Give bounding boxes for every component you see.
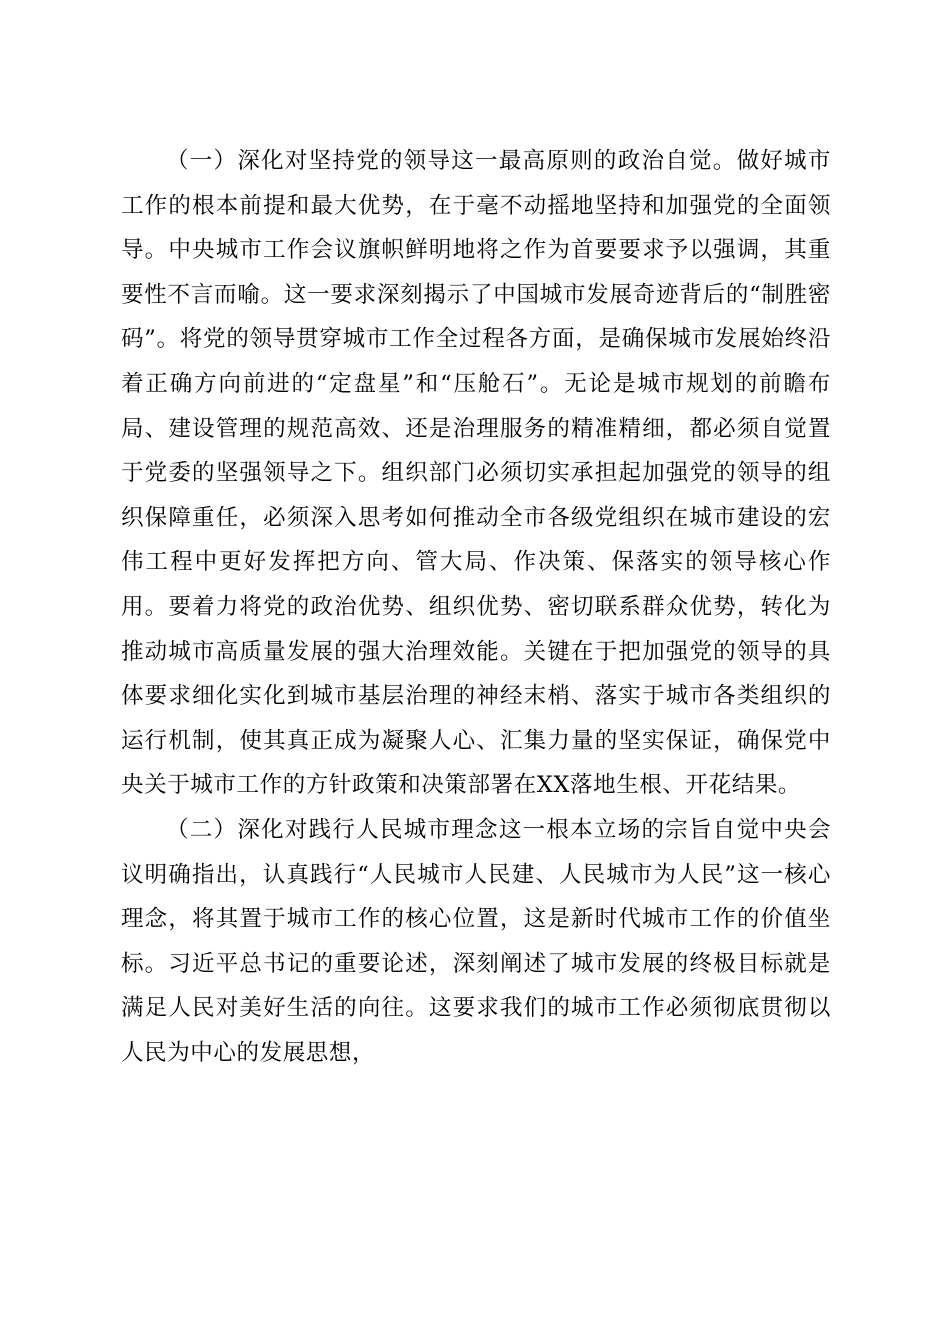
document-body	[121, 139, 831, 1075]
paragraph-2: （二）深化对践行人民城市理念这一根本立场的宗旨自觉中央会议明确指出，认真践行“人民城市人民建、人民城市为人民”这一核心理念，将其置于城市工作的核心位置，这是新时代城市工作的价值坐标。习近平总书记的重要论述，深刻阐述了城市发展的终极目标就是满足人民对美好生活的向往。这要求我们的城市工作必须彻底贯彻以人民为中心的发展思想，	[121, 816, 831, 1066]
paragraph-1: （一）深化对坚持党的领导这一最高原则的政治自觉。做好城市工作的根本前提和最大优势，在于毫不动摇地坚持和加强党的全面领导。中央城市工作会议旗帜鲜明地将之作为首要要求予以强调，其重要性不言而喻。这一要求深刻揭示了中国城市发展奇迹背后的“制胜密码”。将党的领导贯穿城市工作全过程各方面，是确保城市发展始终沿着正确方向前进的“定盘星”和“压舱石”。无论是城市规划的前瞻布局、建设管理的规范高效、还是治理服务的精准精细，都必须自觉置于党委的坚强领导之下。组织部门必须切实承担起加强党的领导的组织保障重任，必须深入思考如何推动全市各级党组织在城市建设的宏伟工程中更好发挥把方向、管大局、作决策、保落实的领导核心作用。要着力将党的政治优势、组织优势、密切联系群众优势，转化为推动城市高质量发展的强大治理效能。关键在于把加强党的领导的具体要求细化实化到城市基层治理的神经末梢、落实于城市各类组织的运行机制，使其真正成为凝聚人心、汇集力量的坚实保证，确保党中央关于城市工作的方针政策和决策部署在XX落地生根、开花结果。	[121, 148, 831, 799]
